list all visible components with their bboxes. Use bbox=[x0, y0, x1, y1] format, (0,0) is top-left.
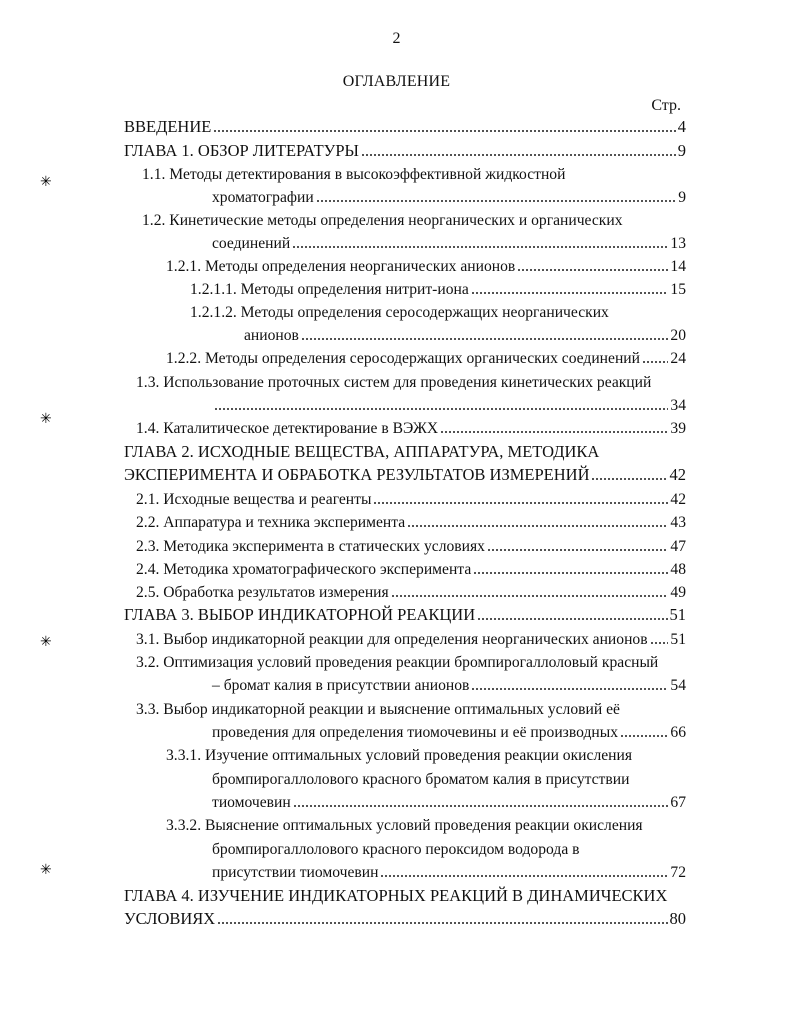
toc-entry-label: ЭКСПЕРИМЕНТА И ОБРАБОТКА РЕЗУЛЬТАТОВ ИЗМЕРЕНИЙ bbox=[124, 465, 590, 484]
toc-entry bbox=[136, 580, 686, 602]
toc-entry bbox=[124, 440, 686, 462]
toc-entry-page: 43 bbox=[670, 514, 686, 531]
toc-entry-label: хроматографии bbox=[212, 189, 314, 206]
dot-leader bbox=[361, 154, 676, 156]
toc-entry-label: проведения для определения тиомочевины и её производных bbox=[212, 724, 619, 741]
toc-entry-page: 51 bbox=[670, 631, 686, 648]
toc-entry bbox=[136, 627, 686, 649]
dot-leader bbox=[292, 246, 668, 248]
toc-entry-label: УСЛОВИЯХ bbox=[124, 909, 216, 928]
toc-entry-label: ГЛАВА 2. ИСХОДНЫЕ ВЕЩЕСТВА, АППАРАТУРА, МЕТОДИКА bbox=[124, 442, 600, 461]
dot-leader bbox=[591, 478, 667, 480]
toc-entry-page: 66 bbox=[670, 724, 686, 741]
toc-entry-page: 49 bbox=[670, 584, 686, 601]
toc-entry-label: 3.3. Выбор индикаторной реакции и выяснение оптимальных условий её bbox=[136, 701, 620, 718]
toc-entry bbox=[212, 790, 686, 812]
toc-entry bbox=[124, 463, 686, 485]
dot-leader bbox=[213, 130, 675, 132]
toc-entry-label: 1.2. Кинетические методы определения неорганических и органических bbox=[142, 212, 623, 229]
toc-entry bbox=[166, 346, 686, 368]
dot-leader bbox=[650, 642, 669, 644]
scan-mark-icon: ✳ bbox=[40, 863, 52, 878]
toc-entry-label: 1.4. Каталитическое детектирование в ВЭЖХ bbox=[136, 420, 439, 437]
toc-entry bbox=[142, 208, 686, 230]
toc-entry bbox=[212, 231, 686, 253]
toc-entry bbox=[190, 277, 686, 299]
toc-entry-page: 15 bbox=[670, 281, 686, 298]
dot-leader bbox=[473, 572, 668, 574]
toc-entry bbox=[212, 673, 686, 695]
toc-entry bbox=[124, 139, 686, 161]
toc-entry bbox=[142, 162, 686, 184]
toc-entry bbox=[212, 720, 686, 742]
toc-entry bbox=[136, 534, 686, 556]
toc-entry bbox=[212, 860, 686, 882]
toc-entry-label: 2.2. Аппаратура и техника эксперимента bbox=[136, 514, 406, 531]
dot-leader bbox=[301, 338, 668, 340]
dot-leader bbox=[517, 269, 668, 271]
toc-entry-label: 2.1. Исходные вещества и реагенты bbox=[136, 491, 372, 508]
toc-entry-label: 3.3.1. Изучение оптимальных условий проведения реакции окисления bbox=[166, 747, 633, 764]
scan-mark-icon: ✳ bbox=[40, 175, 52, 190]
toc-entry bbox=[124, 907, 686, 929]
toc-entry bbox=[166, 254, 686, 276]
dot-leader bbox=[642, 361, 668, 363]
toc-entry-label: ГЛАВА 4. ИЗУЧЕНИЕ ИНДИКАТОРНЫХ РЕАКЦИЙ В ДИНАМИЧЕСКИХ bbox=[124, 886, 668, 905]
toc-entry-label: соединений bbox=[212, 235, 291, 252]
toc-entry-label: 1.2.1.1. Методы определения нитрит-иона bbox=[190, 281, 469, 298]
toc-entry-label: ГЛАВА 3. ВЫБОР ИНДИКАТОРНОЙ РЕАКЦИИ bbox=[124, 605, 476, 624]
toc-entry-page: 80 bbox=[669, 909, 686, 928]
dot-leader bbox=[391, 595, 669, 597]
toc-entry-page: 67 bbox=[670, 794, 686, 811]
scan-mark-icon: ✳ bbox=[40, 412, 52, 427]
dot-leader bbox=[477, 618, 667, 620]
toc-entry-label: присутствии тиомочевин bbox=[212, 864, 379, 881]
toc-entry-label: 1.2.1. Методы определения неорганических анионов bbox=[166, 258, 516, 275]
toc-entry-label: 1.3. Использование проточных систем для проведения кинетических реакций bbox=[136, 374, 652, 391]
toc-entry bbox=[190, 300, 686, 322]
dot-leader bbox=[620, 735, 668, 737]
toc-entry-label: 1.1. Методы детектирования в высокоэффективной жидкостной bbox=[142, 166, 566, 183]
toc-entry-label: 3.3.2. Выяснение оптимальных условий проведения реакции окисления bbox=[166, 817, 643, 834]
dot-leader bbox=[373, 502, 668, 504]
toc-entry-page: 9 bbox=[677, 141, 686, 160]
toc-entry-label: 1.2.1.2. Методы определения серосодержащих неорганических bbox=[190, 304, 609, 321]
toc-title: ОГЛАВЛЕНИЕ bbox=[342, 73, 451, 90]
toc-entry-label: 2.5. Обработка результатов измерения bbox=[136, 584, 389, 601]
toc-entry bbox=[212, 185, 686, 207]
dot-leader bbox=[214, 408, 668, 410]
toc-entry bbox=[212, 767, 686, 789]
toc-entry-label: бромпирогаллолового красного пероксидом водорода в bbox=[212, 841, 580, 858]
toc-entry-label: 3.1. Выбор индикаторной реакции для определения неорганических анионов bbox=[136, 631, 648, 648]
toc-entry-page: 34 bbox=[670, 397, 686, 414]
toc-entry bbox=[244, 323, 686, 345]
toc-entry bbox=[166, 813, 686, 835]
toc-entry bbox=[136, 697, 686, 719]
dot-leader bbox=[471, 688, 668, 690]
toc-entry-label: ВВЕДЕНИЕ bbox=[124, 117, 212, 136]
toc-entry-page: 24 bbox=[670, 350, 686, 367]
toc-entry-label: бромпирогаллолового красного броматом калия в присутствии bbox=[212, 771, 630, 788]
toc-entry-page: 48 bbox=[670, 561, 686, 578]
toc-entry-page: 9 bbox=[678, 189, 686, 206]
toc-entry-label: 2.4. Методика хроматографического эксперимента bbox=[136, 561, 472, 578]
dot-leader bbox=[487, 549, 668, 551]
dot-leader bbox=[380, 875, 668, 877]
toc-entry bbox=[212, 837, 686, 859]
dot-leader bbox=[316, 200, 677, 202]
dot-leader bbox=[407, 525, 668, 527]
toc-entry bbox=[136, 557, 686, 579]
dot-leader bbox=[293, 805, 669, 807]
toc-entry-page: 14 bbox=[670, 258, 686, 275]
toc-entry-label: – бромат калия в присутствии анионов bbox=[212, 677, 470, 694]
toc-entry-label: 2.3. Методика эксперимента в статических условиях bbox=[136, 538, 485, 555]
dot-leader bbox=[440, 431, 668, 433]
toc-entry-label: 3.2. Оптимизация условий проведения реакции бромпирогаллоловый красный bbox=[136, 654, 659, 671]
toc-entry bbox=[124, 115, 686, 137]
toc-entry bbox=[136, 487, 686, 509]
toc-entry bbox=[136, 650, 686, 672]
toc-entry-label: тиомочевин bbox=[212, 794, 291, 811]
toc-entry bbox=[124, 603, 686, 625]
toc-entry-page: 20 bbox=[670, 327, 686, 344]
scan-mark-icon: ✳ bbox=[40, 635, 52, 650]
toc-entry-page: 47 bbox=[670, 538, 686, 555]
toc-entry-page: 72 bbox=[670, 864, 686, 881]
toc-entry-page: 42 bbox=[670, 491, 686, 508]
toc-entry-label: ГЛАВА 1. ОБЗОР ЛИТЕРАТУРЫ bbox=[124, 141, 359, 160]
toc-entry-page: 42 bbox=[669, 465, 686, 484]
toc-entry bbox=[136, 370, 686, 392]
toc-entry-label: анионов bbox=[244, 327, 299, 344]
toc-entry bbox=[212, 393, 686, 415]
toc-entry bbox=[136, 416, 686, 438]
toc-entry bbox=[124, 884, 686, 906]
dot-leader bbox=[471, 292, 669, 294]
dot-leader bbox=[217, 922, 667, 924]
toc-entry bbox=[136, 510, 686, 532]
toc-entry-page: 54 bbox=[670, 677, 686, 694]
toc-entry-page: 39 bbox=[670, 420, 686, 437]
toc-entry bbox=[166, 743, 686, 765]
toc-entry-page: 51 bbox=[669, 605, 686, 624]
toc-entry-page: 4 bbox=[677, 117, 686, 136]
page-column-header: Стр. bbox=[651, 97, 681, 114]
page-number: 2 bbox=[392, 30, 401, 47]
toc-entry-label: 1.2.2. Методы определения серосодержащих органических соединений bbox=[166, 350, 640, 367]
toc-entry-page: 13 bbox=[670, 235, 686, 252]
